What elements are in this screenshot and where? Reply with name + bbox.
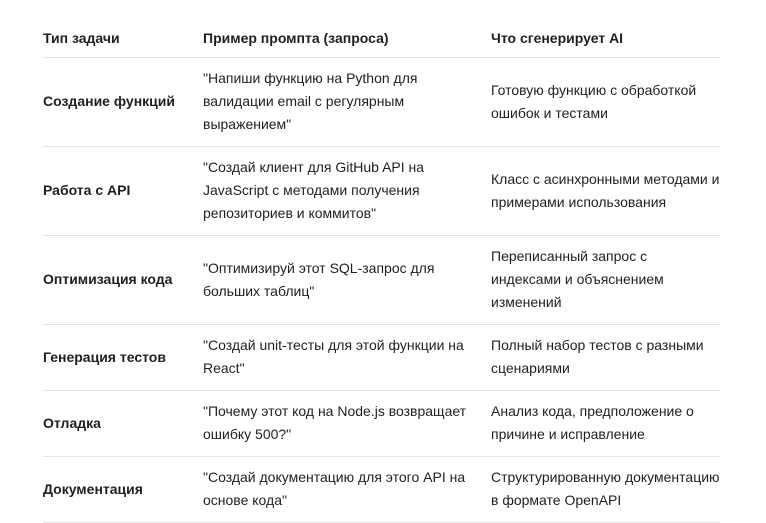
task-type-cell: Работа с API — [43, 147, 203, 236]
prompt-cell: "Создай документацию для этого API на основе кода" — [203, 457, 491, 523]
table-row — [43, 58, 720, 147]
ai-output-cell: Класс с асинхронными методами и примерами использования — [491, 147, 720, 236]
ai-output-cell: Структурированную документацию в формате OpenAPI — [491, 457, 720, 523]
prompt-cell: "Оптимизируй этот SQL-запрос для больших таблиц" — [203, 236, 491, 325]
ai-output-cell: Готовую функцию с обработкой ошибок и тестами — [491, 58, 720, 147]
table-row — [43, 391, 720, 457]
header-prompt-example: Пример промпта (запроса) — [203, 20, 491, 58]
prompt-cell: "Почему этот код на Node.js возвращает ошибку 500?" — [203, 391, 491, 457]
prompt-cell: "Напиши функцию на Python для валидации email с регулярным выражением" — [203, 58, 491, 147]
ai-output-cell: Анализ кода, предположение о причине и исправление — [491, 391, 720, 457]
prompt-cell: "Создай клиент для GitHub API на JavaScript с методами получения репозиториев и коммитов" — [203, 147, 491, 236]
task-type-cell: Генерация тестов — [43, 325, 203, 391]
prompt-cell: "Создай unit-тесты для этой функции на React" — [203, 325, 491, 391]
table-row — [43, 147, 720, 236]
table-header-row — [43, 20, 720, 58]
header-task-type: Тип задачи — [43, 20, 203, 58]
task-type-cell: Отладка — [43, 391, 203, 457]
task-type-cell: Оптимизация кода — [43, 236, 203, 325]
table-row — [43, 325, 720, 391]
task-type-cell: Создание функций — [43, 58, 203, 147]
table-row — [43, 457, 720, 523]
table-row — [43, 236, 720, 325]
task-type-cell: Документация — [43, 457, 203, 523]
ai-output-cell: Полный набор тестов с разными сценариями — [491, 325, 720, 391]
task-table — [43, 20, 720, 523]
ai-output-cell: Переписанный запрос с индексами и объяснением изменений — [491, 236, 720, 325]
header-ai-output: Что сгенерирует AI — [491, 20, 720, 58]
